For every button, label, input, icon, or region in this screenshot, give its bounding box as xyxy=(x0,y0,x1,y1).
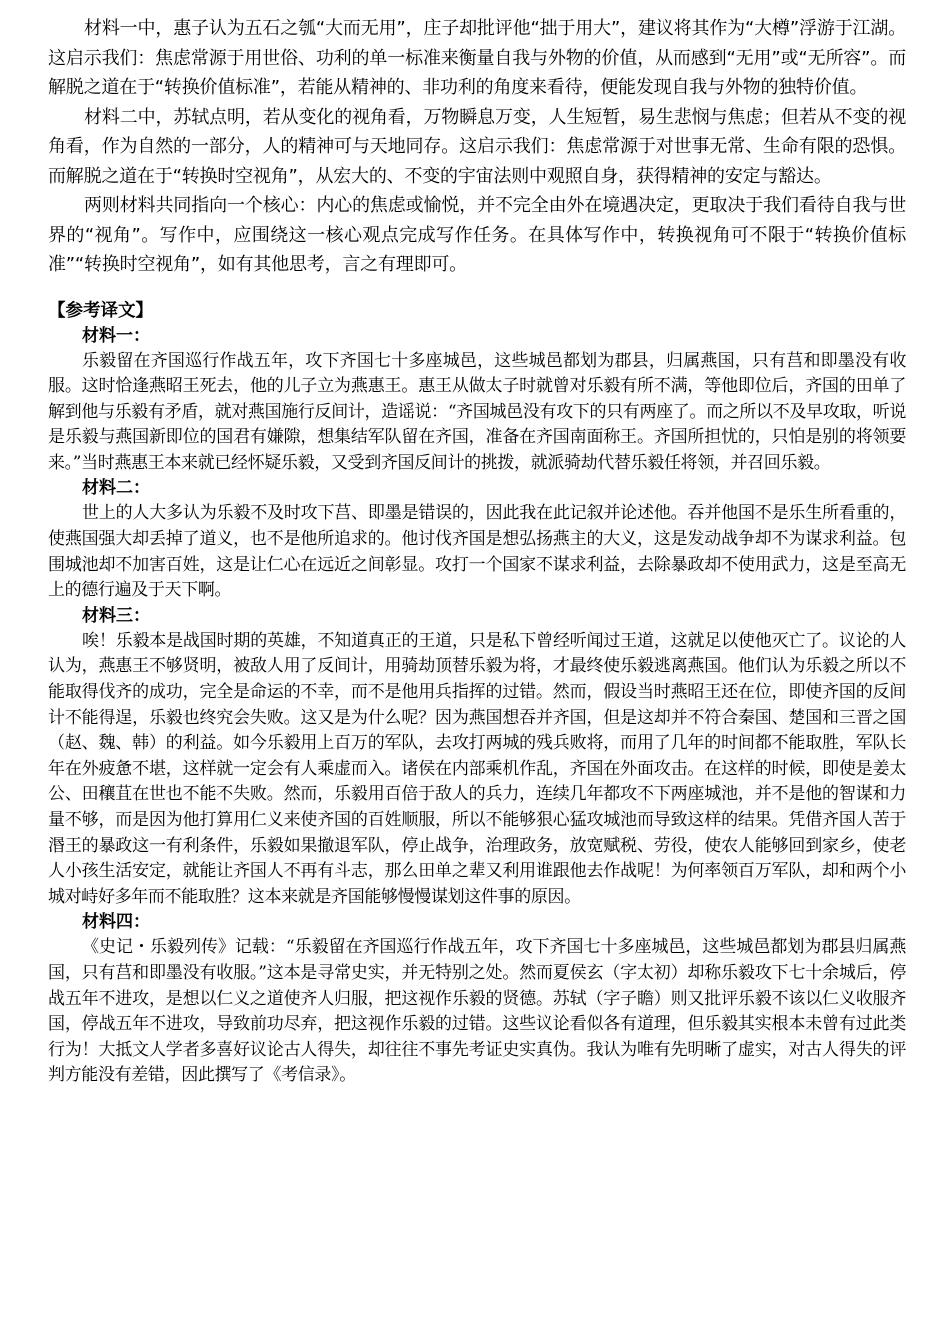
material-2-label: 材料二： xyxy=(82,478,150,499)
analysis-paragraph-1: 材料一中，惠子认为五石之瓠“大而无用”，庄子却批评他“拙于用大”，建议将其作为“大樽”浮游于江湖。这启示我们：焦虑常源于用世俗、功利的单一标准来衡量自我与外物的价值，从而感到“无用”或“无所容”。而解脱之道在于“转换价值标准”，若能从精神的、非功利的角度来看待，便能发现自我与外物的独特价值。 xyxy=(48,18,906,98)
translation-heading: 【参考译文】 xyxy=(48,300,153,321)
document-page xyxy=(48,0,906,1089)
material-1-text: 乐毅留在齐国巡行作战五年，攻下齐国七十多座城邑，这些城邑都划为郡县，归属燕国，只有莒和即墨没有收服。这时恰逢燕昭王死去，他的儿子立为燕惠王。惠王从做太子时就曾对乐毅有所不满，等他即位后，齐国的田单了解到他与乐毅有矛盾，就对燕国施行反间计，造谣说：“齐国城邑没有攻下的只有两座了。而之所以不及早攻取，听说是乐毅与燕国新即位的国君有嫌隙，想集结军队留在齐国，准备在齐国南面称王。齐国所担忧的，只怕是别的将领要来。”当时燕惠王本来就已经怀疑乐毅，又受到齐国反间计的挑拨，就派骑劫代替乐毅任将领，并召回乐毅。 xyxy=(48,350,906,473)
material-3-text: 唉！乐毅本是战国时期的英雄，不知道真正的王道，只是私下曾经听闻过王道，这就足以使他灭亡了。议论的人认为，燕惠王不够贤明，被敌人用了反间计，用骑劫顶替乐毅为将，才最终使乐毅逃离燕国。他们认为乐毅之所以不能取得伐齐的成功，完全是命运的不幸，而不是他用兵指挥的过错。然而，假设当时燕昭王还在位，即使齐国的反间计不能得逞，乐毅也终究会失败。这又是为什么呢？因为燕国想吞并齐国，但是这却并不符合秦国、楚国和三晋之国（赵、魏、韩）的利益。如今乐毅用上百万的军队，去攻打两城的残兵败将，而用了几年的时间都不能取胜，军队长年在外疲惫不堪，这样就一定会有人乘虚而入。诸侯在内部乘机作乱，齐国在外面攻击。在这样的时候，即使是姜太公、田穰苴在世也不能不失败。然而，乐毅用百倍于敌人的兵力，连续几年都攻不下两座城池，并不是他的智谋和力量不够，而是因为他打算用仁义来使齐国的百姓顺服，所以不能够狠心猛攻城池而导致这样的结果。凭借齐国人苦于湣王的暴政这一有利条件，乐毅如果撤退军队，停止战争，治理政务，放宽赋税、劳役，使农人能够回到家乡，使老人小孩生活安定，就能让齐国人不再有斗志，那么田单之辈又利用谁跟他去作战呢！为何率领百万军队，却和两个小城对峙好多年而不能取胜？这本来就是齐国能够慢慢谋划这件事的原因。 xyxy=(48,630,906,907)
translation-section xyxy=(48,298,906,1089)
analysis-paragraph-2: 材料二中，苏轼点明，若从变化的视角看，万物瞬息万变，人生短暂，易生悲悯与焦虑；但若从不变的视角看，作为自然的一部分，人的精神可与天地同存。这启示我们：焦虑常源于对世事无常、生命有限的恐惧。而解脱之道在于“转换时空视角”，从宏大的、不变的宇宙法则中观照自身，获得精神的安定与豁达。 xyxy=(48,106,906,187)
material-4-label: 材料四： xyxy=(82,912,150,933)
analysis-section xyxy=(48,0,906,280)
material-2-text: 世上的人大多认为乐毅不及时攻下莒、即墨是错误的，因此我在此记叙并论述他。吞并他国不是乐生所看重的，使燕国强大却丢掉了道义，也不是他所追求的。他讨伐齐国是想弘扬燕主的大义，这是发动战争却不为谋求利益。包围城池却不加害百姓，这是让仁心在远近之间彰显。攻打一个国家不谋求利益，去除暴政却不使用武力，这是至高无上的德行遍及于天下啊。 xyxy=(48,503,906,601)
section-gap xyxy=(48,280,906,298)
material-4-text: 《史记・乐毅列传》记载：“乐毅留在齐国巡行作战五年，攻下齐国七十多座城邑，这些城邑都划为郡县归属燕国，只有莒和即墨没有收服。”这本是寻常史实，并无特别之处。然而夏侯玄（字太初）却称乐毅攻下七十余城后，停战五年不进攻，是想以仁义之道使齐人归服，把这视作乐毅的贤德。苏轼（字子瞻）则又批评乐毅不该以仁义收服齐国，停战五年不进攻，导致前功尽弃，把这视作乐毅的过错。这些议论看似各有道理，但乐毅其实根本未曾有过此类行为！大抵文人学者多喜好议论古人得失，却往往不事先考证史实真伪。我认为唯有先明晰了虚实，对古人得失的评判方能没有差错，因此撰写了《考信录》。 xyxy=(48,937,906,1086)
material-1-label: 材料一： xyxy=(82,325,150,346)
analysis-paragraph-3: 两则材料共同指向一个核心：内心的焦虑或愉悦，并不完全由外在境遇决定，更取决于我们看待自我与世界的“视角”。写作中，应围绕这一核心观点完成写作任务。在具体写作中，转换视角可不限于“转换价值标准”“转换时空视角”，如有其他思考，言之有理即可。 xyxy=(48,195,906,275)
material-3-label: 材料三： xyxy=(82,605,150,626)
